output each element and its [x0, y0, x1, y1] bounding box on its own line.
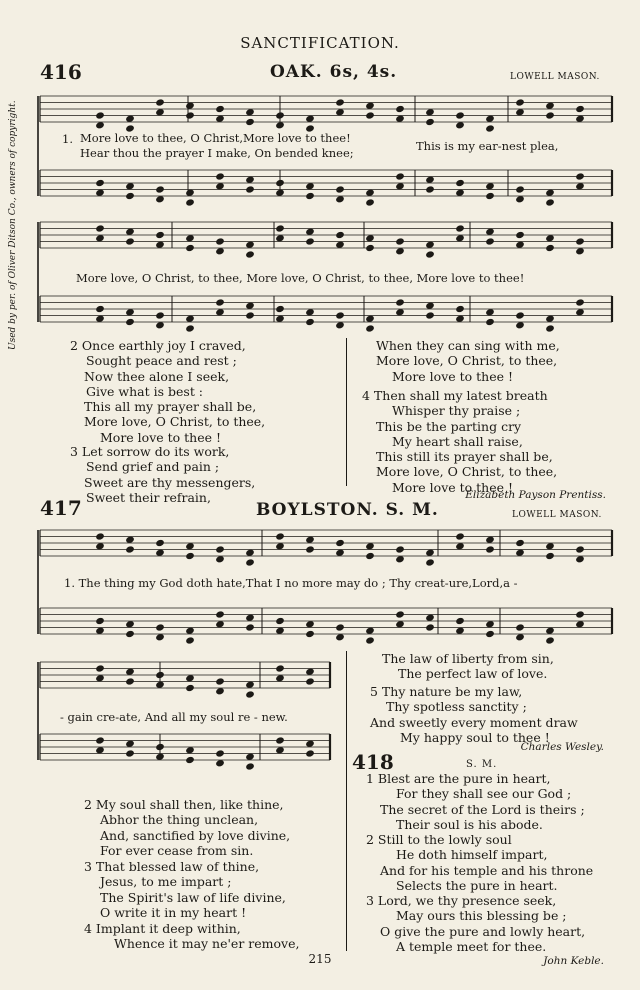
tune-title-oak: OAK. 6s, 4s. — [270, 62, 398, 82]
note-head — [546, 199, 555, 206]
lyric-line-1c: This is my ear-nest plea, — [416, 139, 559, 153]
note-head — [426, 186, 435, 193]
note-head — [216, 750, 225, 757]
note-head — [396, 299, 405, 306]
note-head — [156, 186, 165, 193]
note-head — [246, 691, 255, 698]
note-head — [366, 325, 375, 332]
note-head — [306, 183, 315, 190]
meter-418: S. M. — [466, 759, 498, 770]
note-head — [336, 322, 345, 329]
note-head — [276, 675, 285, 682]
note-head — [96, 675, 105, 682]
note-head — [396, 611, 405, 618]
note-head — [276, 627, 285, 634]
note-head — [336, 312, 345, 319]
note-head — [126, 192, 135, 199]
note-head — [246, 624, 255, 631]
stanza-416-3: 3 Let sorrow do its work, Send grief and pain ; Sweet are thy messengers, Sweet their refrain, — [70, 444, 256, 505]
note-head — [426, 176, 435, 183]
note-head — [156, 624, 165, 631]
note-head — [336, 549, 345, 556]
copyright-credit: Used by per. of Oliver Ditson Co., owners of copyright. — [8, 100, 18, 350]
note-head — [306, 621, 315, 628]
note-head — [456, 315, 465, 322]
note-head — [126, 238, 135, 245]
stanza-418-1: 1 Blest are the pure in heart, For they shall see our God ; The secret of the Lord is theirs ; Their soul is his abode. — [366, 771, 585, 832]
note-head — [186, 675, 195, 682]
note-head — [216, 299, 225, 306]
note-head — [246, 681, 255, 688]
note-head — [486, 621, 495, 628]
note-head — [96, 747, 105, 754]
note-head — [336, 241, 345, 248]
note-head — [396, 546, 405, 553]
note-head — [126, 621, 135, 628]
note-head — [126, 309, 135, 316]
note-head — [516, 186, 525, 193]
lyric-line-2: More love, O Christ, to thee, More love, O Christ, to thee, More love to thee! — [76, 271, 525, 285]
note-head — [546, 112, 555, 119]
note-head — [156, 634, 165, 641]
note-head — [216, 678, 225, 685]
note-head — [336, 539, 345, 546]
note-head — [216, 309, 225, 316]
note-head — [126, 630, 135, 637]
lyric-417-line-1: 1. The thing my God doth hate,That I no more may do ; Thy creat-ure,Lord,a - — [64, 576, 518, 590]
note-head — [276, 122, 285, 129]
note-head — [276, 112, 285, 119]
note-head — [366, 637, 375, 644]
note-head — [516, 312, 525, 319]
note-head — [576, 621, 585, 628]
note-head — [246, 251, 255, 258]
note-head — [126, 740, 135, 747]
note-head — [276, 543, 285, 550]
lyric-verse-number: 1. — [62, 132, 73, 146]
note-head — [426, 624, 435, 631]
note-head — [546, 189, 555, 196]
note-head — [516, 231, 525, 238]
note-head — [306, 536, 315, 543]
note-head — [126, 318, 135, 325]
note-head — [396, 183, 405, 190]
note-head — [246, 176, 255, 183]
note-head — [336, 231, 345, 238]
note-head — [216, 621, 225, 628]
note-head — [186, 637, 195, 644]
stanza-417-4: 4 Implant it deep within, Whence it may ne'er remove, — [84, 921, 300, 952]
note-head — [456, 617, 465, 624]
page-number: 215 — [308, 952, 332, 966]
note-head — [216, 688, 225, 695]
note-head — [396, 115, 405, 122]
note-head — [306, 228, 315, 235]
note-head — [486, 115, 495, 122]
note-head — [156, 671, 165, 678]
note-head — [246, 559, 255, 566]
author-418: John Keble. — [543, 955, 604, 967]
note-head — [276, 305, 285, 312]
lyric-417-line-2: - gain cre-ate, And all my soul re - new. — [60, 710, 288, 724]
note-head — [366, 552, 375, 559]
note-head — [366, 244, 375, 251]
tune-title-boylston: BOYLSTON. S. M. — [256, 500, 439, 520]
note-head — [306, 678, 315, 685]
stanza-417-3: 3 That blessed law of thine, Jesus, to me impart ; The Spirit's law of life divine, O write it in my heart ! — [84, 859, 286, 920]
note-head — [426, 312, 435, 319]
note-head — [366, 102, 375, 109]
note-head — [486, 536, 495, 543]
note-head — [576, 556, 585, 563]
note-head — [456, 235, 465, 242]
note-head — [516, 196, 525, 203]
note-head — [126, 115, 135, 122]
note-head — [426, 549, 435, 556]
note-head — [516, 109, 525, 116]
note-head — [366, 235, 375, 242]
note-head — [456, 179, 465, 186]
note-head — [246, 549, 255, 556]
note-head — [216, 105, 225, 112]
note-head — [456, 627, 465, 634]
note-head — [576, 238, 585, 245]
note-head — [126, 678, 135, 685]
note-head — [426, 302, 435, 309]
note-head — [306, 309, 315, 316]
note-head — [396, 238, 405, 245]
note-head — [486, 318, 495, 325]
note-head — [96, 665, 105, 672]
note-head — [186, 627, 195, 634]
note-head — [546, 244, 555, 251]
note-head — [456, 112, 465, 119]
note-head — [456, 543, 465, 550]
note-head — [156, 539, 165, 546]
note-head — [186, 102, 195, 109]
note-head — [216, 556, 225, 563]
lyric-line-1b: Hear thou the prayer I make, On bended knee; — [80, 146, 354, 160]
note-head — [426, 614, 435, 621]
note-head — [276, 533, 285, 540]
note-head — [456, 122, 465, 129]
note-head — [486, 630, 495, 637]
note-head — [156, 196, 165, 203]
note-head — [336, 109, 345, 116]
note-head — [366, 189, 375, 196]
note-head — [576, 299, 585, 306]
note-head — [126, 750, 135, 757]
note-head — [276, 189, 285, 196]
note-head — [156, 743, 165, 750]
lyric-line-1a: More love to thee, O Christ,More love to thee! — [80, 131, 351, 145]
note-head — [336, 634, 345, 641]
note-head — [96, 189, 105, 196]
note-head — [486, 125, 495, 132]
note-head — [156, 322, 165, 329]
note-head — [216, 173, 225, 180]
note-head — [186, 315, 195, 322]
author-417: Charles Wesley. — [520, 741, 604, 753]
note-head — [186, 747, 195, 754]
note-head — [546, 325, 555, 332]
note-head — [186, 244, 195, 251]
note-head — [366, 627, 375, 634]
note-head — [96, 225, 105, 232]
note-head — [576, 183, 585, 190]
note-head — [516, 539, 525, 546]
note-head — [246, 753, 255, 760]
note-head — [426, 109, 435, 116]
stanza-418-2: 2 Still to the lowly soul He doth himself impart, And for his temple and his throne Selects the pure in heart. — [366, 832, 594, 893]
note-head — [306, 115, 315, 122]
note-head — [306, 238, 315, 245]
note-head — [486, 183, 495, 190]
note-head — [96, 533, 105, 540]
note-head — [276, 737, 285, 744]
note-head — [396, 621, 405, 628]
note-head — [156, 312, 165, 319]
note-head — [426, 559, 435, 566]
note-head — [366, 315, 375, 322]
note-head — [396, 105, 405, 112]
note-head — [96, 235, 105, 242]
note-head — [186, 235, 195, 242]
note-head — [186, 756, 195, 763]
note-head — [306, 546, 315, 553]
note-head — [216, 546, 225, 553]
composer-417: LOWELL MASON. — [512, 510, 602, 520]
note-head — [246, 109, 255, 116]
note-head — [186, 325, 195, 332]
note-head — [576, 115, 585, 122]
note-head — [96, 543, 105, 550]
note-head — [96, 617, 105, 624]
note-head — [246, 763, 255, 770]
note-head — [546, 315, 555, 322]
note-head — [96, 305, 105, 312]
note-head — [246, 186, 255, 193]
note-head — [246, 312, 255, 319]
note-head — [516, 634, 525, 641]
note-head — [156, 753, 165, 760]
note-head — [516, 241, 525, 248]
note-head — [546, 552, 555, 559]
note-head — [456, 305, 465, 312]
note-head — [156, 241, 165, 248]
note-head — [336, 186, 345, 193]
note-head — [546, 627, 555, 634]
note-head — [216, 611, 225, 618]
note-head — [96, 122, 105, 129]
note-head — [426, 118, 435, 125]
note-head — [126, 536, 135, 543]
note-head — [516, 322, 525, 329]
note-head — [126, 546, 135, 553]
note-head — [456, 189, 465, 196]
note-head — [126, 668, 135, 675]
note-head — [546, 637, 555, 644]
note-head — [396, 248, 405, 255]
note-head — [276, 617, 285, 624]
note-head — [186, 112, 195, 119]
note-head — [486, 238, 495, 245]
note-head — [186, 684, 195, 691]
note-head — [516, 624, 525, 631]
note-head — [486, 309, 495, 316]
stanza-417-4-cont: The law of liberty from sin, The perfect law of love. — [382, 651, 554, 682]
note-head — [576, 173, 585, 180]
note-head — [306, 630, 315, 637]
hymn-number-418: 418 — [352, 750, 394, 774]
note-head — [336, 196, 345, 203]
note-head — [156, 231, 165, 238]
note-head — [216, 115, 225, 122]
note-head — [276, 235, 285, 242]
note-head — [396, 309, 405, 316]
note-head — [396, 556, 405, 563]
note-head — [366, 112, 375, 119]
note-head — [216, 760, 225, 767]
note-head — [276, 747, 285, 754]
note-head — [186, 199, 195, 206]
note-head — [336, 624, 345, 631]
stanza-417-5: 5 Thy nature be my law, Thy spotless sanctity ; And sweetly every moment draw My happy soul to thee ! — [370, 684, 578, 745]
stanza-416-2: 2 Once earthly joy I craved, Sought peace and rest ; Now thee alone I seek, Give what is best : This all my prayer shall be, More love, O Christ, to thee, More love to thee ! — [70, 338, 266, 445]
note-head — [96, 179, 105, 186]
hymn-number-417: 417 — [40, 496, 82, 520]
note-head — [246, 614, 255, 621]
note-head — [576, 248, 585, 255]
note-head — [96, 627, 105, 634]
note-head — [216, 183, 225, 190]
note-head — [456, 533, 465, 540]
note-head — [546, 543, 555, 550]
note-head — [246, 241, 255, 248]
stanza-416-3-cont: When they can sing with me, More love, O Christ, to thee, More love to thee ! — [376, 338, 560, 384]
stanza-418-3: 3 Lord, we thy presence seek, May ours this blessing be ; O give the pure and lowly heart, A temple meet for thee. — [366, 893, 586, 954]
note-head — [456, 225, 465, 232]
note-head — [186, 552, 195, 559]
column-divider — [346, 338, 347, 486]
note-head — [156, 549, 165, 556]
note-head — [306, 192, 315, 199]
note-head — [306, 750, 315, 757]
note-head — [156, 99, 165, 106]
note-head — [276, 179, 285, 186]
stanza-417-2: 2 My soul shall then, like thine, Abhor the thing unclean, And, sanctified by love divine, For ever cease from sin. — [84, 797, 291, 858]
column-divider — [346, 651, 347, 951]
note-head — [306, 668, 315, 675]
note-head — [576, 105, 585, 112]
stanza-416-4: 4 Then shall my latest breath Whisper thy praise ; This be the parting cry My heart shall raise, This still its prayer shall be, More love, O Christ, to thee, More love to thee ! — [362, 388, 558, 495]
note-head — [486, 228, 495, 235]
note-head — [516, 549, 525, 556]
note-head — [576, 309, 585, 316]
author-416: Elizabeth Payson Prentiss. — [465, 489, 606, 501]
note-head — [576, 546, 585, 553]
note-head — [96, 737, 105, 744]
note-head — [216, 238, 225, 245]
note-head — [426, 241, 435, 248]
note-head — [216, 248, 225, 255]
note-head — [186, 189, 195, 196]
note-head — [396, 173, 405, 180]
page-header: SANCTIFICATION. — [240, 34, 400, 52]
note-head — [156, 109, 165, 116]
note-head — [546, 235, 555, 242]
note-head — [516, 99, 525, 106]
note-head — [486, 192, 495, 199]
note-head — [366, 543, 375, 550]
note-head — [276, 665, 285, 672]
hymn-number-416: 416 — [40, 60, 82, 84]
note-head — [576, 611, 585, 618]
note-head — [306, 318, 315, 325]
note-head — [366, 199, 375, 206]
note-head — [186, 543, 195, 550]
note-head — [156, 681, 165, 688]
composer-416: LOWELL MASON. — [510, 72, 600, 82]
note-head — [276, 225, 285, 232]
note-head — [306, 740, 315, 747]
note-head — [96, 112, 105, 119]
note-head — [426, 251, 435, 258]
note-head — [96, 315, 105, 322]
note-head — [246, 118, 255, 125]
note-head — [486, 546, 495, 553]
note-head — [276, 315, 285, 322]
note-head — [546, 102, 555, 109]
note-head — [126, 183, 135, 190]
note-head — [126, 228, 135, 235]
note-head — [336, 99, 345, 106]
note-head — [246, 302, 255, 309]
